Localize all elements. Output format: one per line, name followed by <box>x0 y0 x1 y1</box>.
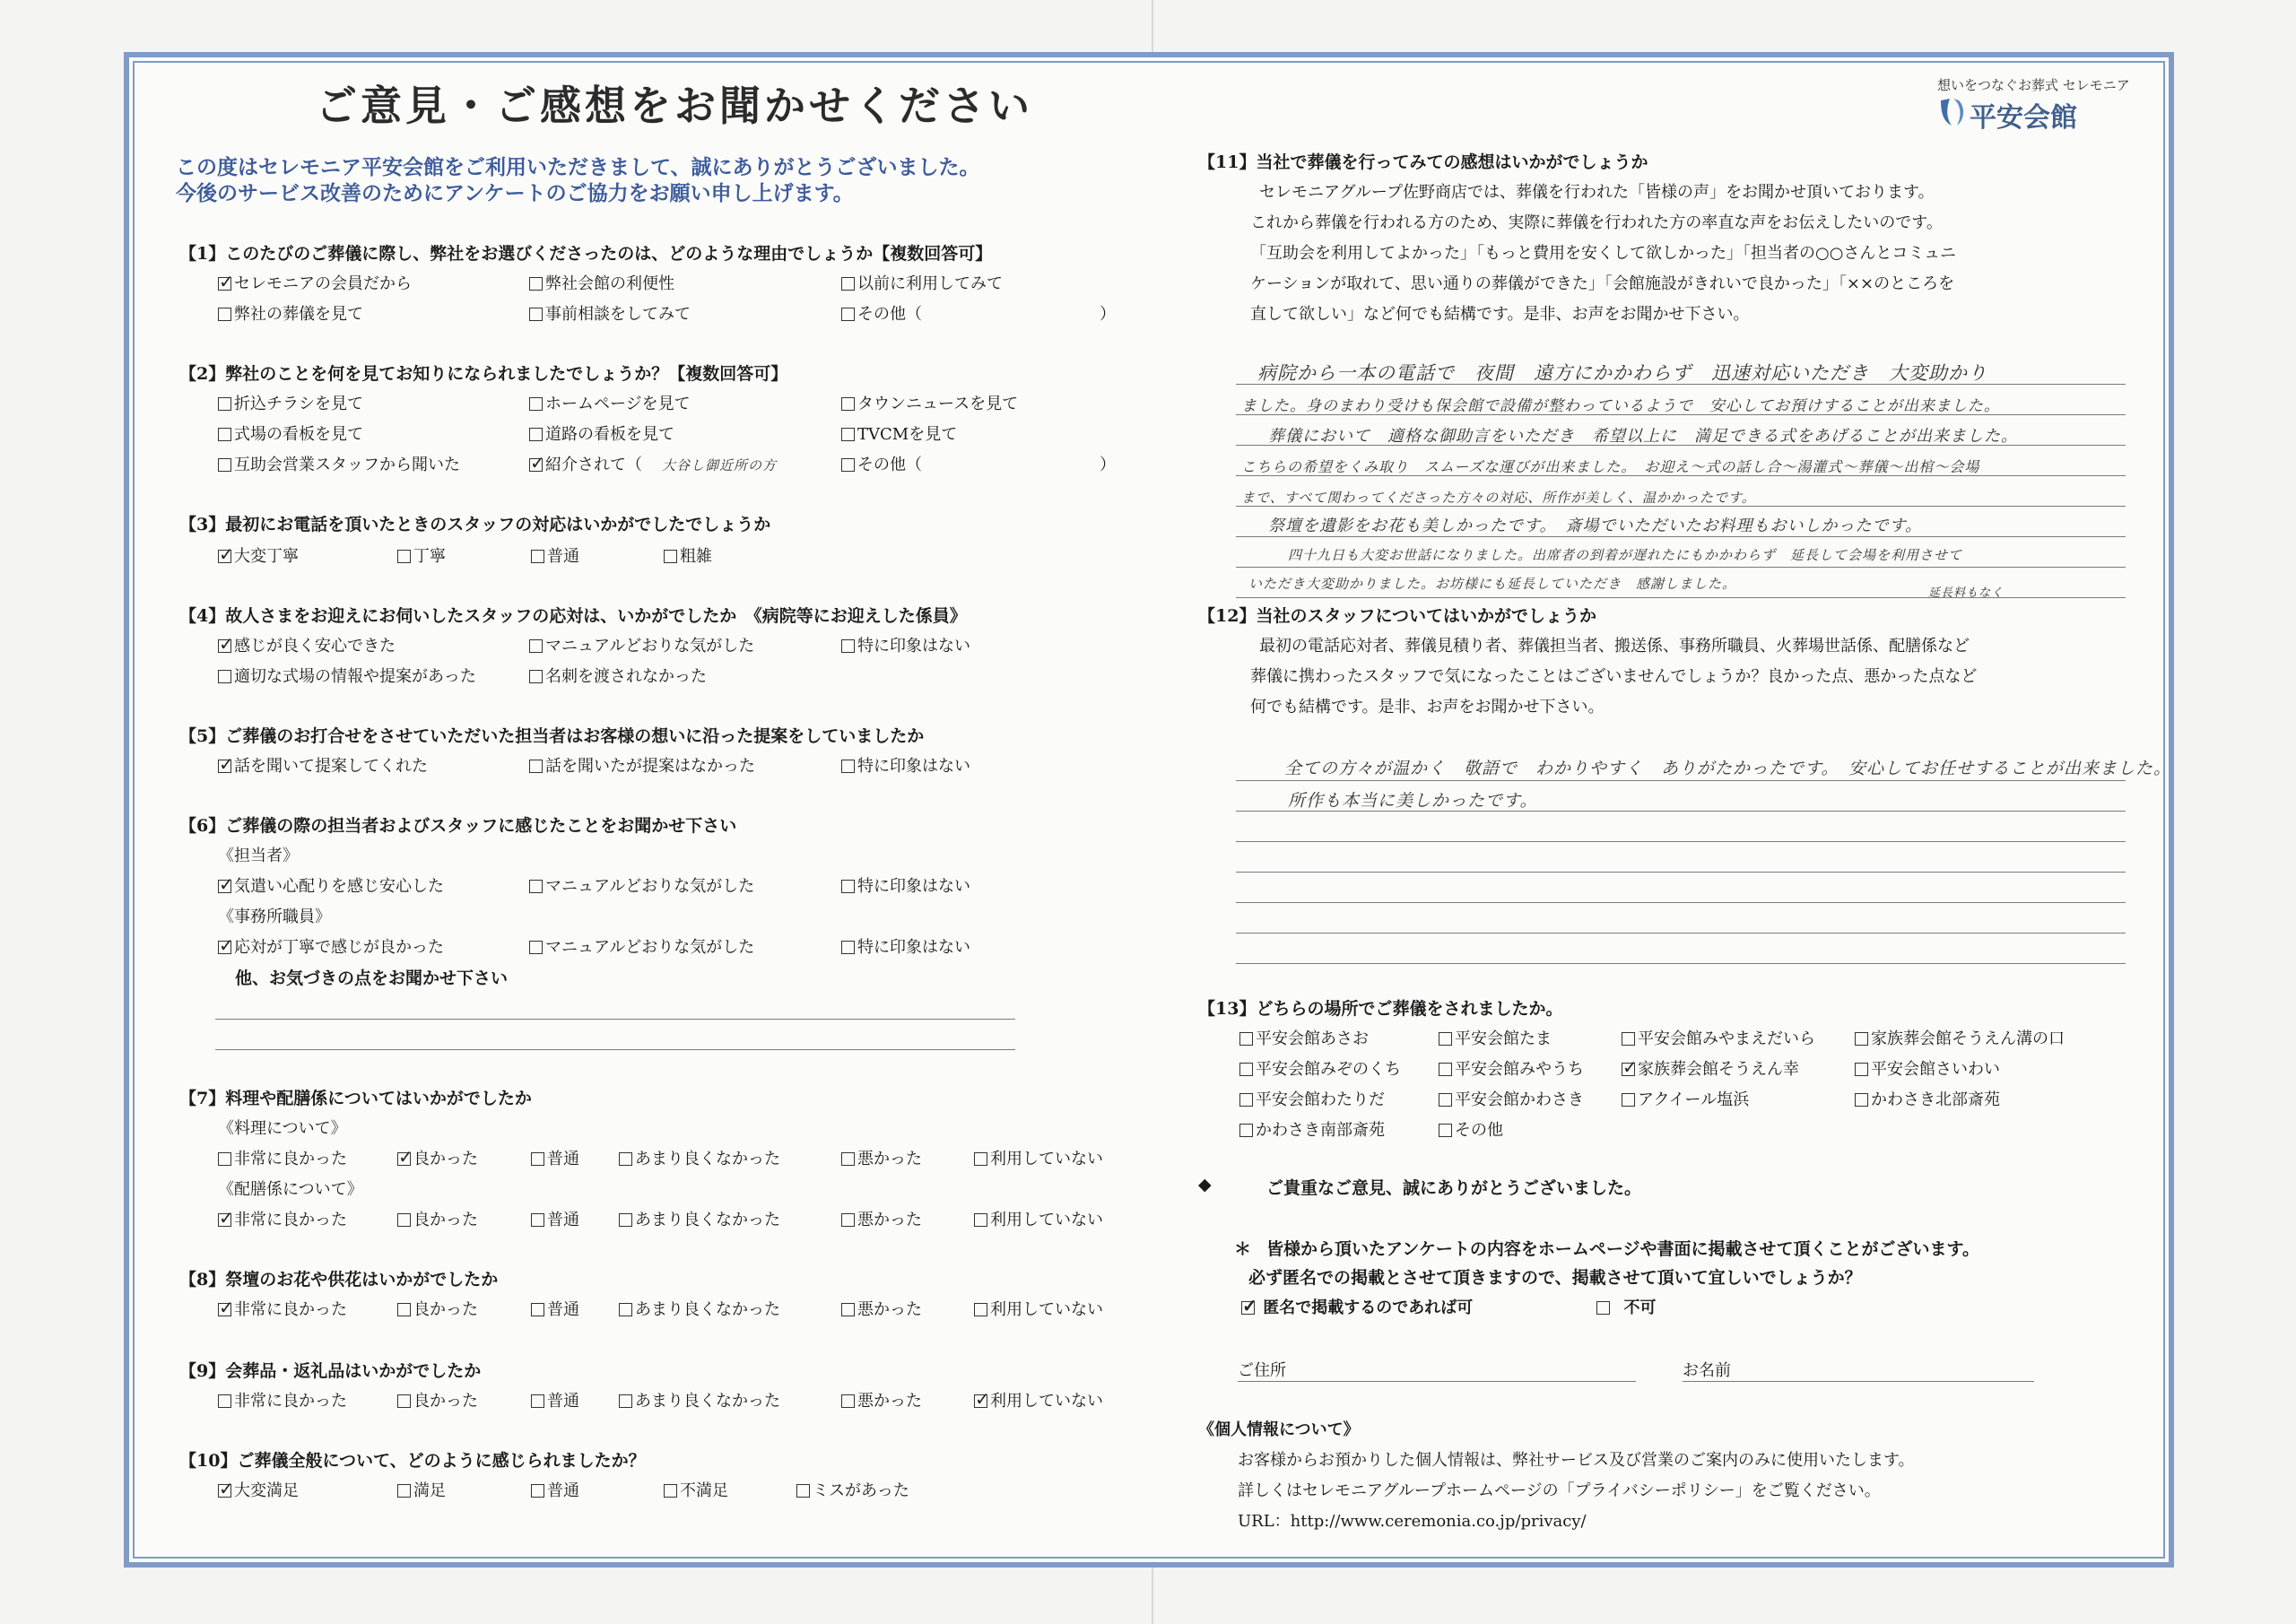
q6-option[interactable]: 特に印象はない <box>841 873 970 897</box>
q6-option[interactable]: マニュアルどおりな気がした <box>529 934 754 958</box>
q4-text: 【4】故人さまをお迎えにお伺いしたスタッフの応対は、いかがでしたか 《病院等にお迎えした係員》 <box>179 606 967 626</box>
q6-option[interactable]: 特に印象はない <box>841 934 970 958</box>
q8-option[interactable]: 利用していない <box>974 1297 1103 1320</box>
q2-option[interactable]: その他（ ） <box>841 452 1116 475</box>
checkbox[interactable] <box>1439 1032 1452 1046</box>
checkbox[interactable] <box>1239 1124 1253 1137</box>
consent-yes[interactable]: ✓ 匿名で掲載するのであれば可 <box>1241 1295 1473 1318</box>
checkbox[interactable] <box>529 760 543 773</box>
q5-option[interactable]: 特に印象はない <box>841 753 970 777</box>
checkbox[interactable] <box>974 1152 987 1166</box>
q3-option[interactable]: 丁寧 <box>397 543 446 567</box>
q11-handwritten: 四十九日も大変お世話になりました。出席者の到着が遅れたにもかかわらず 延長して会場を利用させて <box>1288 547 1963 563</box>
q10-text: 【10】ご葬儀全般について、どのように感じられましたか？ <box>179 1451 646 1471</box>
q12-handwritten: 全ての方々が温かく 敬語で わかりやすく ありがたかったです。 安心してお任せすることが出来ました。 <box>1284 759 2171 778</box>
q1-option[interactable]: 事前相談をしてみて <box>529 301 691 325</box>
q12-para: 何でも結構です。是非、お声をお聞かせ下さい。 <box>1250 698 1605 716</box>
q7-option[interactable]: ✓ 良かった <box>397 1146 478 1169</box>
checkbox[interactable] <box>397 1303 411 1316</box>
q8-option[interactable]: 悪かった <box>841 1297 922 1320</box>
checkbox[interactable] <box>218 1394 231 1408</box>
checkbox[interactable] <box>218 1303 231 1316</box>
checkbox[interactable] <box>1622 1093 1635 1107</box>
checkbox[interactable] <box>619 1394 632 1408</box>
q4-option[interactable]: 適切な式場の情報や提案があった <box>218 664 476 687</box>
q7-option[interactable]: 普通 <box>531 1146 579 1169</box>
checkbox[interactable] <box>841 880 855 893</box>
checkbox[interactable] <box>841 277 855 291</box>
q2-option[interactable]: ✓ 紹介されて（ <box>529 452 642 475</box>
writing-line[interactable] <box>1236 780 2126 781</box>
checkbox[interactable] <box>1439 1124 1452 1137</box>
q3-option[interactable]: 粗雑 <box>664 543 712 567</box>
checkbox[interactable] <box>841 397 855 411</box>
q1-option[interactable]: ✓セレモニアの会員だから <box>218 271 412 294</box>
checkbox[interactable] <box>397 1152 411 1166</box>
checkbox[interactable] <box>841 760 855 773</box>
q12-handwritten: 所作も本当に美しかったです。 <box>1288 791 1538 811</box>
checkbox[interactable] <box>531 1152 544 1166</box>
consent-mark: ＊ <box>1234 1239 1252 1259</box>
thanks-text: ご貴重なご意見、誠にありがとうございました。 <box>1266 1178 1642 1198</box>
q10-option[interactable]: 満足 <box>397 1478 446 1501</box>
checkbox[interactable] <box>664 1484 677 1498</box>
q3-text: 【3】最初にお電話を頂いたときのスタッフの対応はいかがでしたでしょうか <box>179 515 771 534</box>
q13-option[interactable]: 平安会館かわさき <box>1439 1087 1584 1110</box>
checkbox[interactable] <box>529 308 543 321</box>
q13-option[interactable]: 平安会館みやまえだいら <box>1622 1026 1815 1049</box>
checkbox[interactable] <box>529 397 543 411</box>
checkbox[interactable] <box>529 670 543 683</box>
q13-option[interactable]: 平安会館たま <box>1439 1026 1552 1049</box>
q13-option[interactable]: アクイール塩浜 <box>1622 1087 1749 1110</box>
q7-option[interactable]: ✓非常に良かった <box>218 1207 347 1230</box>
q10-option[interactable]: 不満足 <box>664 1478 728 1501</box>
q3-option[interactable]: 普通 <box>531 543 579 567</box>
intro-line-1: この度はセレモニア平安会館をご利用いただきまして、誠にありがとうございました。 <box>176 155 980 179</box>
checkbox[interactable] <box>218 639 231 653</box>
privacy-url[interactable]: URL：http://www.ceremonia.co.jp/privacy/ <box>1238 1512 1587 1531</box>
q2-option[interactable]: 道路の看板を見て <box>529 421 674 445</box>
checkbox[interactable] <box>1241 1301 1255 1315</box>
privacy-line: 詳しくはセレモニアグループホームページの「プライバシーポリシー」をご覧ください。 <box>1238 1481 1881 1500</box>
q7-option[interactable]: 普通 <box>531 1207 579 1230</box>
q7-text: 【7】料理や配膳係についてはいかがでしたか <box>179 1089 532 1108</box>
q8-option[interactable]: 良かった <box>397 1297 478 1320</box>
q7-option[interactable]: 非常に良かった <box>218 1146 347 1169</box>
checkbox[interactable] <box>841 458 855 472</box>
checkbox[interactable] <box>841 941 855 954</box>
q6-option[interactable]: ✓応対が丁寧で感じが良かった <box>218 934 444 958</box>
q7-option[interactable]: 利用していない <box>974 1207 1103 1230</box>
checkbox[interactable] <box>529 639 543 653</box>
q11-handwritten: ました。身のまわり受けも保会館で設備が整わっているようで 安心してお預けすることが出来ました。 <box>1241 397 2000 415</box>
q11-handwritten: まで、すべて関わってくださった方々の対応、所作が美しく、温かかったです。 <box>1241 490 1756 506</box>
q2-option[interactable]: 式場の看板を見て <box>218 421 363 445</box>
q13-option[interactable]: ✓ 家族葬会館そうえん幸 <box>1622 1056 1799 1080</box>
writing-line[interactable] <box>1236 536 2126 537</box>
writing-line[interactable] <box>1236 567 2126 568</box>
q11-handwritten: 祭壇を遺影をお花も美しかったです。 斎場でいただいたお料理もおいしかったです。 <box>1268 517 1923 535</box>
q11-text: 【11】当社で葬儀を行ってみての感想はいかがでしょうか <box>1198 152 1648 172</box>
q7-sub-servers: 《配膳係について》 <box>218 1180 363 1199</box>
writing-line[interactable] <box>1236 963 2126 964</box>
checkbox[interactable] <box>841 308 855 321</box>
q12-text: 【12】当社のスタッフについてはいかがでしょうか <box>1198 606 1597 626</box>
checkbox[interactable] <box>218 1213 231 1227</box>
q11-para: 直して欲しい」など何でも結構です。是非、お声をお聞かせ下さい。 <box>1250 305 1750 324</box>
q2-option[interactable]: 互助会営業スタッフから聞いた <box>218 452 460 475</box>
q2-text: 【2】弊社のことを何を見てお知りになられましたでしょうか？【複数回答可】 <box>179 364 788 384</box>
q8-option[interactable]: ✓非常に良かった <box>218 1297 347 1320</box>
checkbox[interactable] <box>531 550 544 563</box>
q1-option[interactable]: 以前に利用してみて <box>841 271 1003 294</box>
q5-text: 【5】ご葬儀のお打合せをさせていただいた担当者はお客様の想いに沿った提案をしていましたか <box>179 726 925 746</box>
q7-option[interactable]: あまり良くなかった <box>619 1146 780 1169</box>
writing-line[interactable] <box>215 1049 1015 1050</box>
thanks-mark: ◆ <box>1198 1175 1212 1194</box>
q9-text: 【9】会葬品・返礼品はいかがでしたか <box>179 1361 482 1381</box>
checkbox[interactable] <box>1855 1032 1868 1046</box>
checkbox[interactable] <box>619 1213 632 1227</box>
checkbox[interactable] <box>529 458 543 472</box>
checkbox[interactable] <box>529 880 543 893</box>
checkbox[interactable] <box>664 550 677 563</box>
q9-option[interactable]: ✓ 利用していない <box>974 1388 1103 1411</box>
checkbox[interactable] <box>841 639 855 653</box>
name-label: お名前 <box>1683 1361 1731 1380</box>
q7-option[interactable]: 悪かった <box>841 1146 922 1169</box>
writing-line[interactable] <box>215 1019 1015 1020</box>
q13-option[interactable]: かわさき南部斎苑 <box>1239 1117 1385 1141</box>
checkbox[interactable] <box>531 1484 544 1498</box>
checkbox[interactable] <box>841 1303 855 1316</box>
q7-option[interactable]: 良かった <box>397 1207 478 1230</box>
q2-handwritten: 大谷し御近所の方 <box>662 457 778 473</box>
q9-option[interactable]: 非常に良かった <box>218 1388 347 1411</box>
checkbox[interactable] <box>796 1484 810 1498</box>
privacy-title: 《個人情報について》 <box>1198 1420 1360 1439</box>
checkbox[interactable] <box>1622 1032 1635 1046</box>
q6-option[interactable]: ✓気遣い心配りを感じ安心した <box>218 873 444 897</box>
page-title: ご意見・ご感想をお聞かせください <box>316 82 1033 130</box>
checkbox[interactable] <box>619 1303 632 1316</box>
q11-handwritten: 病院から一本の電話で 夜間 遠方にかかわらず 迅速対応いただき 大変助かり <box>1257 362 1987 384</box>
checkbox[interactable] <box>531 1213 544 1227</box>
logo-tagline: 想いをつなぐお葬式 セレモニア <box>1937 77 2130 93</box>
checkbox[interactable] <box>397 1213 411 1227</box>
q12-para: 葬儀に携わったスタッフで気になったことはございませんでしょうか？良かった点、悪かった点など <box>1250 667 1978 686</box>
q2-option[interactable]: 折込チラシを見て <box>218 391 363 414</box>
checkbox[interactable] <box>841 428 855 441</box>
q13-option[interactable]: 平安会館わたりだ <box>1239 1087 1385 1110</box>
checkbox[interactable] <box>841 1394 855 1408</box>
q11-handwritten: いただき大変助かりました。お坊様にも延長していただき 感謝しました。 <box>1248 576 1737 592</box>
checkbox[interactable] <box>218 1484 231 1498</box>
checkbox[interactable] <box>397 1484 411 1498</box>
checkbox[interactable] <box>218 880 231 893</box>
q10-option[interactable]: 普通 <box>531 1478 579 1501</box>
checkbox[interactable] <box>1439 1093 1452 1107</box>
checkbox[interactable] <box>1855 1063 1868 1076</box>
q1-option[interactable]: 弊社会館の利便性 <box>529 271 674 294</box>
checkbox[interactable] <box>974 1394 987 1408</box>
checkbox[interactable] <box>397 1394 411 1408</box>
checkbox[interactable] <box>531 1394 544 1408</box>
checkbox[interactable] <box>529 941 543 954</box>
checkbox[interactable] <box>397 550 411 563</box>
checkbox[interactable] <box>529 277 543 291</box>
checkbox[interactable] <box>218 550 231 563</box>
q13-option[interactable]: 平安会館みぞのくち <box>1239 1056 1401 1080</box>
q4-option[interactable]: 名刺を渡されなかった <box>529 664 707 687</box>
q7-option[interactable]: あまり良くなかった <box>619 1207 780 1230</box>
checkbox[interactable] <box>218 458 231 472</box>
intro-line-2: 今後のサービス改善のためにアンケートのご協力をお願い申し上げます。 <box>176 181 854 205</box>
q13-option[interactable]: かわさき北部斎苑 <box>1855 1087 2000 1110</box>
q9-option[interactable]: 良かった <box>397 1388 478 1411</box>
checkbox[interactable] <box>529 428 543 441</box>
q4-option[interactable]: マニュアルどおりな気がした <box>529 633 754 656</box>
checkbox[interactable] <box>1239 1093 1253 1107</box>
q2-option[interactable]: TVCMを見て <box>841 421 957 445</box>
q9-option[interactable]: 悪かった <box>841 1388 922 1411</box>
q7-option[interactable]: 利用していない <box>974 1146 1103 1169</box>
checkbox[interactable] <box>974 1303 987 1316</box>
q5-option[interactable]: 話を聞いたが提案はなかった <box>529 753 755 777</box>
q13-option[interactable]: 平安会館さいわい <box>1855 1056 2000 1080</box>
checkbox[interactable] <box>1239 1063 1253 1076</box>
q5-option[interactable]: ✓話を聞いて提案してくれた <box>218 753 428 777</box>
q4-option[interactable]: ✓感じが良く安心できた <box>218 633 396 656</box>
consent-no[interactable]: 不可 <box>1596 1295 1657 1318</box>
writing-line[interactable] <box>1236 902 2126 903</box>
address-label: ご住所 <box>1238 1361 1286 1380</box>
address-field[interactable] <box>1238 1381 1636 1382</box>
checkbox[interactable] <box>531 1303 544 1316</box>
q11-para: ケーションが取れて、思い通りの葬儀ができた」「会館施設がきれいで良かった」「××のところを <box>1250 274 1955 293</box>
q11-para: これから葬儀を行われる方のため、実際に葬儀を行われた方の率直な声をお伝えしたいのです。 <box>1250 213 1943 232</box>
q6-option[interactable]: マニュアルどおりな気がした <box>529 873 754 897</box>
q11-para: 「互助会を利用してよかった」「もっと費用を安くして欲しかった」「担当者の○○さんとコミュニ <box>1250 244 1957 263</box>
q13-option[interactable]: 平安会館みやうち <box>1439 1056 1584 1080</box>
q6-other: 他、お気づきの点をお聞かせ下さい <box>235 968 509 988</box>
q2-option[interactable]: ホームページを見て <box>529 391 691 414</box>
q8-option[interactable]: あまり良くなかった <box>619 1297 780 1320</box>
consent-line-2: 必ず匿名での掲載とさせて頂きますので、掲載させて頂いて宜しいでしょうか？ <box>1248 1268 1862 1288</box>
q11-para: セレモニアグループ佐野商店では、葬儀を行われた「皆様の声」をお聞かせ頂いております。 <box>1259 183 1935 202</box>
q3-option[interactable]: ✓大変丁寧 <box>218 543 299 567</box>
writing-line[interactable] <box>1236 872 2126 873</box>
q4-option[interactable]: 特に印象はない <box>841 633 970 656</box>
checkbox[interactable] <box>218 1152 231 1166</box>
checkbox[interactable] <box>218 308 231 321</box>
q6-sub-office: 《事務所職員》 <box>218 908 331 926</box>
q1-option[interactable]: その他（ ） <box>841 301 1116 325</box>
q9-option[interactable]: 普通 <box>531 1388 579 1411</box>
q13-text: 【13】どちらの場所でご葬儀をされましたか。 <box>1198 999 1563 1019</box>
q7-sub-food: 《料理について》 <box>218 1119 347 1138</box>
logo-mark-icon <box>1937 95 1966 127</box>
q10-option[interactable]: ミスがあった <box>796 1478 909 1501</box>
q6-text: 【6】ご葬儀の際の担当者およびスタッフに感じたことをお聞かせ下さい <box>179 816 737 836</box>
checkbox[interactable] <box>218 397 231 411</box>
q10-option[interactable]: ✓大変満足 <box>218 1478 299 1501</box>
q11-handwritten-note: 延長料もなく <box>1928 586 2005 600</box>
q11-handwritten: こちらの希望をくみ取り スムーズな運びが出来ました。 お迎え〜式の話し合〜湯灌式〜葬儀〜出棺〜会場 <box>1241 458 1980 475</box>
q13-option[interactable]: その他 <box>1439 1117 1503 1141</box>
checkbox[interactable] <box>218 760 231 773</box>
checkbox[interactable] <box>1596 1301 1610 1315</box>
writing-line[interactable] <box>1236 933 2126 934</box>
checkbox[interactable] <box>1239 1032 1253 1046</box>
checkbox[interactable] <box>1439 1063 1452 1076</box>
q9-option[interactable]: あまり良くなかった <box>619 1388 780 1411</box>
q2-option[interactable]: タウンニュースを見て <box>841 391 1018 414</box>
checkbox[interactable] <box>1622 1063 1635 1076</box>
q13-option[interactable]: 平安会館あさお <box>1239 1026 1369 1049</box>
q8-option[interactable]: 普通 <box>531 1297 579 1320</box>
consent-line-1: 皆様から頂いたアンケートの内容をホームページや書面に掲載させて頂くことがございます。 <box>1266 1239 1979 1259</box>
q1-option[interactable]: 弊社の葬儀を見て <box>218 301 363 325</box>
q1-text: 【1】このたびのご葬儀に際し、弊社をお選びくださったのは、どのような理由でしょうか【複数回答可】 <box>179 244 993 264</box>
checkbox[interactable] <box>974 1213 987 1227</box>
q13-option[interactable]: 家族葬会館そうえん溝の口 <box>1855 1026 2065 1049</box>
q12-para: 最初の電話応対者、葬儀見積り者、葬儀担当者、搬送係、事務所職員、火葬場世話係、配膳係など <box>1259 637 1970 656</box>
q6-sub-staff: 《担当者》 <box>218 847 299 865</box>
q11-handwritten: 葬儀において 適格な御助言をいただき 希望以上に 満足できる式をあげることが出来ました。 <box>1268 427 2018 446</box>
checkbox[interactable] <box>218 670 231 683</box>
logo-name: 平安会館 <box>1970 102 2077 134</box>
checkbox[interactable] <box>218 277 231 291</box>
checkbox[interactable] <box>218 428 231 441</box>
q8-text: 【8】祭壇のお花や供花はいかがでしたか <box>179 1270 499 1290</box>
q7-option[interactable]: 悪かった <box>841 1207 922 1230</box>
checkbox[interactable] <box>1855 1093 1868 1107</box>
checkbox[interactable] <box>841 1213 855 1227</box>
name-field[interactable] <box>1683 1381 2034 1382</box>
checkbox[interactable] <box>218 941 231 954</box>
checkbox[interactable] <box>619 1152 632 1166</box>
writing-line[interactable] <box>1236 841 2126 842</box>
privacy-line: お客様からお預かりした個人情報は、弊社サービス及び営業のご案内のみに使用いたします。 <box>1238 1451 1915 1470</box>
checkbox[interactable] <box>841 1152 855 1166</box>
